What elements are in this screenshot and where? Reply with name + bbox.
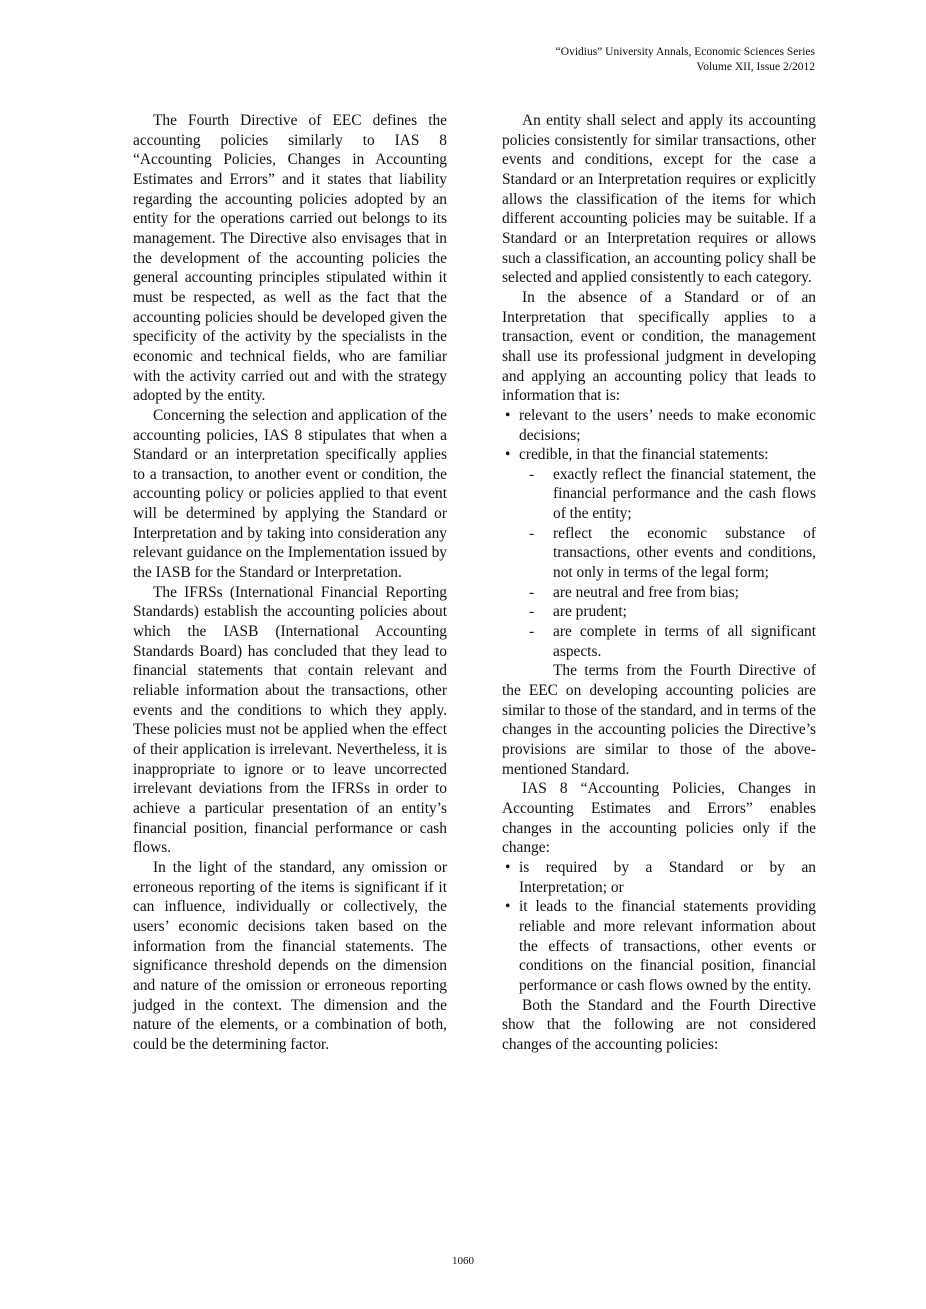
list-item — [502, 622, 816, 661]
paragraph: The terms from the Fourth Directive of the EEC on developing accounting policies are similar to those of the standard, and in terms of the changes in the accounting policies the Directive’s provisions are similar to those of the above-mentioned Standard. — [502, 662, 816, 778]
list-item-text: are prudent; — [553, 603, 627, 621]
dash-icon: - — [529, 623, 535, 641]
dash-icon: - — [529, 583, 535, 601]
journal-issue: Volume XII, Issue 2/2012 — [696, 61, 815, 73]
paragraph: Concerning the selection and application of the accounting policies, IAS 8 stipulates that when a Standard or an interpretation specifically applies to a transaction, to another event or condition, the accounting policy or policies applied to that event will be determined by applying the Standard or Interpretation and by taking into consideration any relevant guidance on the Implementation issued by the IASB for the Standard or Interpretation. — [133, 406, 447, 582]
paragraph: In the absence of a Standard or of an Interpretation that specifically applies to a transaction, event or condition, the management shall use its professional judgment in developing and applying an accounting policy that leads to information that is: — [502, 288, 816, 405]
list-item — [502, 583, 816, 603]
dash-icon: - — [529, 465, 535, 483]
right-column — [502, 111, 816, 1055]
paragraph: In the light of the standard, any omission or erroneous reporting of the items is significant if it can influence, individually or collectively, the users’ economic decisions taken based on the information from the financial statements. The significance threshold depends on the dimension and nature of the omission or erroneous reporting judged in the context. The dimension and the nature of the elements, or a combination of both, could be the determining factor. — [133, 858, 447, 1053]
bullet-icon: • — [505, 446, 511, 464]
paragraph: The Fourth Directive of EEC defines the accounting policies similarly to IAS 8 “Accounting Policies, Changes in Accounting Estimates and Errors” and it states that liability regarding the accounting policies adopted by an entity for the operations carried out belongs to its management. The Directive also envisages that in the development of the accounting policies the general accounting principles stipulated within it must be respected, as well as the fact that the accounting policies should be developed given the specificity of the activity by the specialists in the economic and technical fields, who are familiar with the activity carried out and with the strategy adopted by the entity. — [133, 112, 447, 405]
paragraph: The IFRSs (International Financial Reporting Standards) establish the accounting policies about which the IASB (International Accounting Standards Board) has concluded that they lead to financial statements that contain relevant and reliable information about the transactions, other events and the conditions to which they apply. These policies must not be applied when the effect of their application is irrelevant. Nevertheless, it is inappropriate to ignore or to leave uncorrected irrelevant deviations from the IFRSs in order to achieve a particular presentation of an entity’s financial position, financial performance or cash flows. — [133, 583, 447, 857]
bullet-list — [502, 858, 816, 996]
list-item — [502, 602, 816, 622]
list-item-text: are neutral and free from bias; — [553, 583, 739, 601]
list-item — [502, 465, 816, 524]
left-column — [133, 111, 447, 1055]
journal-title: “Ovidius” University Annals, Economic Sciences Series — [555, 46, 815, 58]
list-item-text: it leads to the financial statements providing reliable and more relevant information about the effects of transactions, other events or conditions on the financial position, financial performance or cash flows owned by the entity. — [519, 898, 816, 994]
page-number: 1060 — [452, 1255, 474, 1267]
list-item-text: is required by a Standard or by an Interpretation; or — [519, 858, 816, 896]
running-header — [556, 45, 815, 75]
list-item — [502, 406, 816, 445]
list-item — [502, 897, 816, 995]
list-item — [502, 445, 816, 465]
list-item-text: are complete in terms of all significant aspects. — [553, 623, 816, 660]
paragraph: IAS 8 “Accounting Policies, Changes in Accounting Estimates and Errors” enables changes in the accounting policies only if the change: — [502, 780, 816, 857]
paragraph: Both the Standard and the Fourth Directive show that the following are not considered changes of the accounting policies: — [502, 996, 816, 1053]
paragraph: An entity shall select and apply its accounting policies consistently for similar transactions, other events and conditions, except for the case a Standard or an Interpretation requires or explicitly allows the classification of the items for which different accounting policies may be suitable. If a Standard or an Interpretation requires or allows such a classification, an accounting policy shall be selected and applied consistently to each category. — [502, 112, 816, 287]
list-item — [502, 524, 816, 583]
dash-list — [502, 465, 816, 662]
dash-icon: - — [529, 524, 535, 542]
list-item-text: relevant to the users’ needs to make economic decisions; — [519, 406, 816, 444]
list-item-text: reflect the economic substance of transactions, other events and conditions, not only in terms of the legal form; — [553, 524, 816, 582]
list-item-text: credible, in that the financial statements: — [519, 446, 769, 464]
bullet-list — [502, 406, 816, 465]
list-item-text: exactly reflect the financial statement, the financial performance and the cash flows of the entity; — [553, 465, 816, 523]
bullet-icon: • — [505, 858, 511, 876]
bullet-icon: • — [505, 898, 511, 916]
list-item — [502, 858, 816, 897]
dash-icon: - — [529, 603, 535, 621]
bullet-icon: • — [505, 406, 511, 424]
